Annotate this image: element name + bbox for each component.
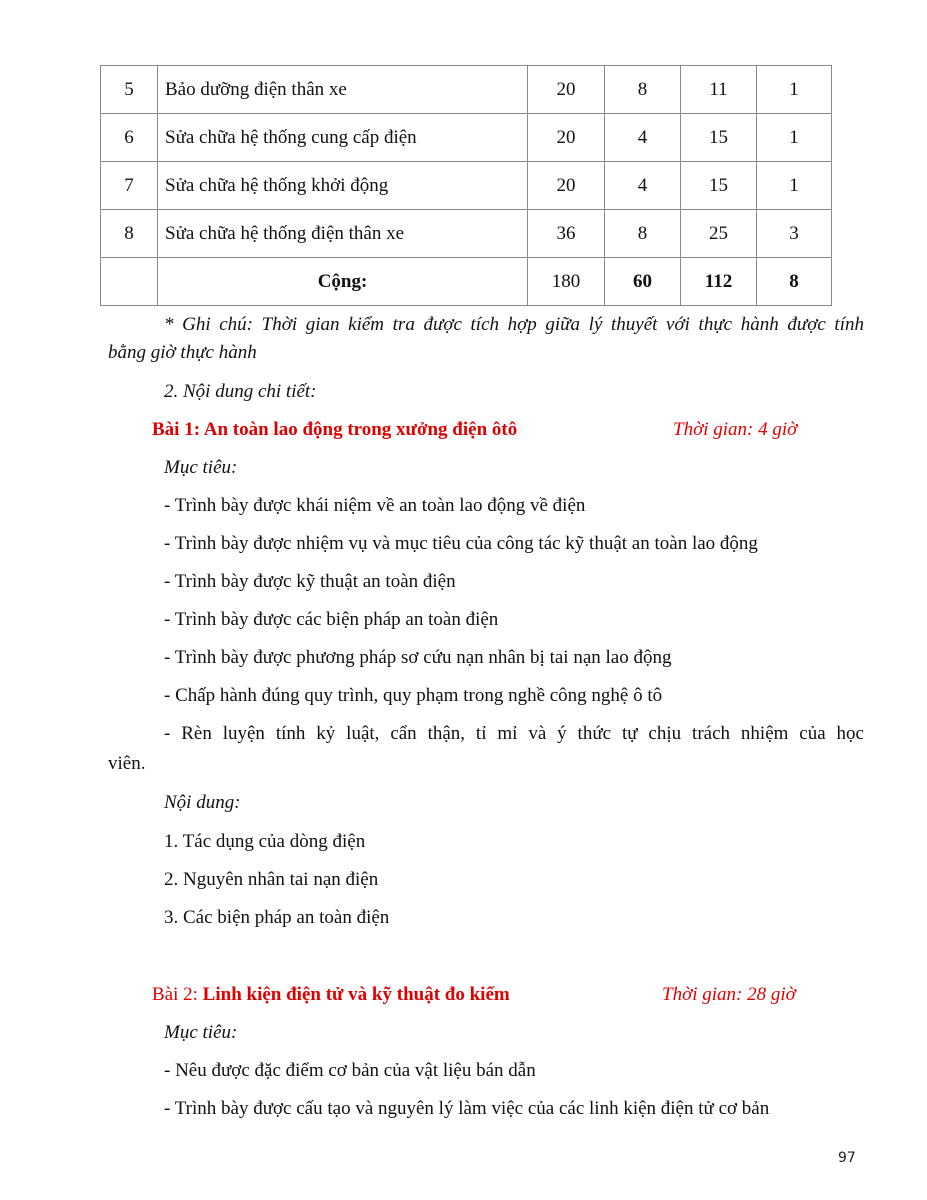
exam-hours: 1	[757, 114, 832, 162]
lesson-1-objective: - Trình bày được kỹ thuật an toàn điện	[164, 571, 456, 592]
practice-hours: 15	[681, 162, 757, 210]
lesson-1-objective: - Chấp hành đúng quy trình, quy phạm trong nghề công nghệ ô tô	[164, 685, 663, 706]
total-label: Cộng:	[158, 258, 528, 306]
table-row	[101, 114, 832, 162]
total-hours: 20	[528, 114, 605, 162]
lesson-2-title-name: Linh kiện điện tử và kỹ thuật đo kiểm	[202, 984, 510, 1005]
module-name: Sửa chữa hệ thống khởi động	[158, 162, 528, 210]
lesson-1-content-item: 2. Nguyên nhân tai nạn điện	[164, 869, 379, 890]
practice-hours: 15	[681, 114, 757, 162]
table-row	[101, 210, 832, 258]
lesson-1-objective: - Trình bày được các biện pháp an toàn điện	[164, 609, 499, 630]
lesson-2-objective: - Trình bày được cấu tạo và nguyên lý làm việc của các linh kiện điện tử cơ bản	[164, 1098, 770, 1119]
section-heading: 2. Nội dung chi tiết:	[164, 381, 317, 402]
lesson-2-time: Thời gian: 28 giờ	[662, 984, 796, 1005]
table-total-row	[101, 258, 832, 306]
table-row	[101, 66, 832, 114]
practice-hours: 25	[681, 210, 757, 258]
lesson-1-objectives-label: Mục tiêu:	[164, 457, 238, 478]
row-number: 5	[101, 66, 158, 114]
theory-hours: 4	[605, 162, 681, 210]
row-number: 6	[101, 114, 158, 162]
theory-hours: 60	[605, 258, 681, 306]
lesson-2-objective: - Nêu được đặc điểm cơ bản của vật liệu bán dẫn	[164, 1060, 536, 1081]
lesson-1-objective: - Trình bày được phương pháp sơ cứu nạn nhân bị tai nạn lao động	[164, 647, 672, 668]
lesson-2-title-prefix: Bài 2:	[152, 984, 203, 1005]
lesson-1-objective: - Trình bày được nhiệm vụ và mục tiêu của công tác kỹ thuật an toàn lao động	[164, 533, 758, 554]
lesson-1-content-item: 1. Tác dụng của dòng điện	[164, 831, 366, 852]
note-line-2: bằng giờ thực hành	[108, 342, 257, 363]
lesson-1-content-item: 3. Các biện pháp an toàn điện	[164, 907, 390, 928]
lesson-1-title: Bài 1: An toàn lao động trong xưởng điện ôtô	[152, 419, 518, 440]
exam-hours: 3	[757, 210, 832, 258]
lesson-1-content-label: Nội dung:	[164, 792, 241, 813]
practice-hours: 112	[681, 258, 757, 306]
module-name: Sửa chữa hệ thống điện thân xe	[158, 210, 528, 258]
exam-hours: 1	[757, 66, 832, 114]
theory-hours: 8	[605, 66, 681, 114]
exam-hours: 8	[757, 258, 832, 306]
module-hours-table	[100, 65, 832, 306]
lesson-2-title	[152, 983, 510, 1007]
lesson-1-time: Thời gian: 4 giờ	[673, 419, 798, 440]
module-name: Sửa chữa hệ thống cung cấp điện	[158, 114, 528, 162]
lesson-1-objective: - Trình bày được khái niệm về an toàn lao động về điện	[164, 495, 586, 516]
theory-hours: 8	[605, 210, 681, 258]
note-line-1: * Ghi chú: Thời gian kiểm tra được tích hợp giữa lý thuyết với thực hành được tính	[164, 314, 864, 335]
lesson-2-objectives-label: Mục tiêu:	[164, 1022, 238, 1043]
exam-hours: 1	[757, 162, 832, 210]
total-hours: 180	[528, 258, 605, 306]
total-hours: 36	[528, 210, 605, 258]
practice-hours: 11	[681, 66, 757, 114]
table-row	[101, 162, 832, 210]
page-number: 97	[838, 1150, 856, 1166]
row-number: 7	[101, 162, 158, 210]
total-hours: 20	[528, 162, 605, 210]
module-name: Bảo dưỡng điện thân xe	[158, 66, 528, 114]
total-hours: 20	[528, 66, 605, 114]
lesson-1-objective: - Rèn luyện tính kỷ luật, cẩn thận, tỉ mỉ và ý thức tự chịu trách nhiệm của học	[164, 723, 864, 744]
row-number	[101, 258, 158, 306]
lesson-1-objective-continuation: viên.	[108, 753, 146, 774]
row-number: 8	[101, 210, 158, 258]
theory-hours: 4	[605, 114, 681, 162]
